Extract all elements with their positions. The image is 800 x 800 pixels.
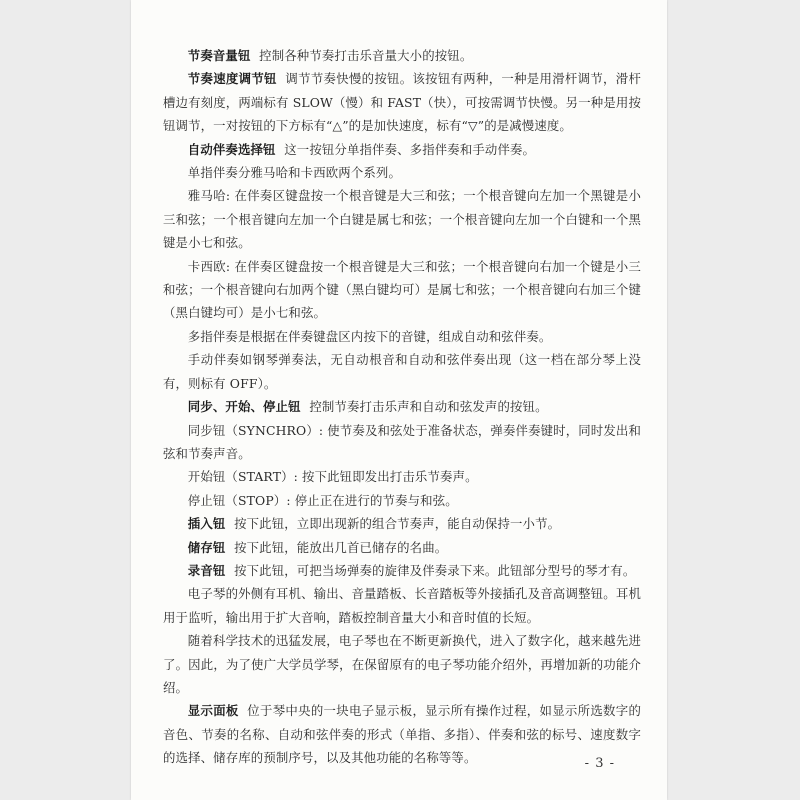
paragraph (163, 138, 641, 161)
paragraph-text: 单指伴奏分雅马哈和卡西欧两个系列。 (187, 165, 401, 181)
paragraph-text: 按下此钮，能放出几首已储存的名曲。 (234, 539, 448, 555)
paragraph-text: 随着科学技术的迅猛发展，电子琴也在不断更新换代，进入了数字化，越来越先进了。因此，为了使广大学员学琴，在保留原有的电子琴功能介绍外，再增加新的功能介绍。 (163, 633, 641, 695)
paragraph (163, 559, 641, 582)
paragraph (163, 419, 641, 466)
paragraph (163, 67, 641, 137)
paragraph (163, 582, 641, 629)
paragraph-term: 储存钮 (187, 539, 226, 555)
paragraph-text: 停止钮（STOP）: 停止正在进行的节奏与和弦。 (187, 492, 458, 508)
paragraph-text: 开始钮（START）: 按下此钮即发出打击乐节奏声。 (187, 469, 478, 485)
paragraph (163, 536, 641, 559)
paragraph-term: 节奏音量钮 (187, 48, 251, 63)
paragraph (163, 699, 641, 769)
paragraph-text: 控制节奏打击乐声和自动和弦发声的按钮。 (309, 399, 548, 415)
paragraph-text: 按下此钮，立即出现新的组合节奏声，能自动保持一小节。 (234, 516, 561, 532)
paragraph-text: 这一按钮分单指伴奏、多指伴奏和手动伴奏。 (284, 141, 536, 157)
paragraph-term: 自动伴奏选择钮 (187, 141, 276, 157)
paragraph-text: 同步钮（SYNCHRO）: 使节奏及和弦处于准备状态，弹奏伴奏键时，同时发出和弦和节奏声音。 (163, 422, 641, 461)
book-page (131, 0, 667, 800)
paragraph-term: 录音钮 (187, 562, 226, 578)
paragraph-text: 雅马哈: 在伴奏区键盘按一个根音键是大三和弦；一个根音键向左加一个黑键是小三和弦；一个根音键向左加一个白键是属七和弦；一个根音键向左加一个白键和一个黑键是小七和弦。 (163, 188, 641, 251)
paragraph-text: 按下此钮，可把当场弹奏的旋律及伴奏录下来。此钮部分型号的琴才有。 (234, 562, 636, 578)
page-body (163, 44, 641, 770)
paragraph (163, 629, 641, 699)
paragraph-text: 手动伴奏如钢琴弹奏法，无自动根音和自动和弦伴奏出现（这一档在部分琴上没有，则标有 OFF）。 (163, 352, 641, 391)
paragraph-text: 多指伴奏是根据在伴奏键盘区内按下的音键，组成自动和弦伴奏。 (187, 328, 552, 344)
paragraph (163, 465, 641, 488)
paragraph (163, 325, 641, 348)
paragraph (163, 184, 641, 254)
paragraph (163, 348, 641, 395)
paragraph-text: 调节节奏快慢的按钮。该按钮有两种，一种是用滑杆调节，滑杆槽边有刻度，两端标有 SLOW（慢）和 FAST（快），可按需调节快慢。另一种是用按钮调节，一对按钮的下方标有“△”的是加快速度，标有“▽”的是减慢速度。 (163, 71, 641, 134)
paragraph-term: 节奏速度调节钮 (187, 71, 277, 87)
paragraph-term: 插入钮 (187, 516, 226, 532)
paragraph (163, 44, 641, 67)
paragraph (163, 512, 641, 535)
page-number: - 3 - (584, 756, 615, 771)
paragraph-text: 卡西欧: 在伴奏区键盘按一个根音键是大三和弦；一个根音键向右加一个键是小三和弦；一个根音键向右加两个键（黑白键均可）是属七和弦；一个根音键向右加三个键（黑白键均可）是小七和弦。 (163, 258, 641, 321)
paragraph-text: 电子琴的外侧有耳机、输出、音量踏板、长音踏板等外接插孔及音高调整钮。耳机用于监听，输出用于扩大音响，踏板控制音量大小和音时值的长短。 (163, 586, 641, 625)
paragraph (163, 161, 641, 184)
paragraph-term: 显示面板 (187, 703, 239, 719)
paragraph-text: 控制各种节奏打击乐音量大小的按钮。 (259, 48, 473, 63)
paragraph (163, 255, 641, 325)
paragraph-text: 位于琴中央的一块电子显示板，显示所有操作过程，如显示所选数字的音色、节奏的名称、自动和弦伴奏的形式（单指、多指）、伴奏和弦的标号、速度数字的选择、储存库的预制序号，以及其他功能的名称等等。 (163, 703, 641, 766)
paragraph (163, 395, 641, 418)
paragraph-term: 同步、开始、停止钮 (187, 399, 301, 415)
paragraph (163, 489, 641, 512)
